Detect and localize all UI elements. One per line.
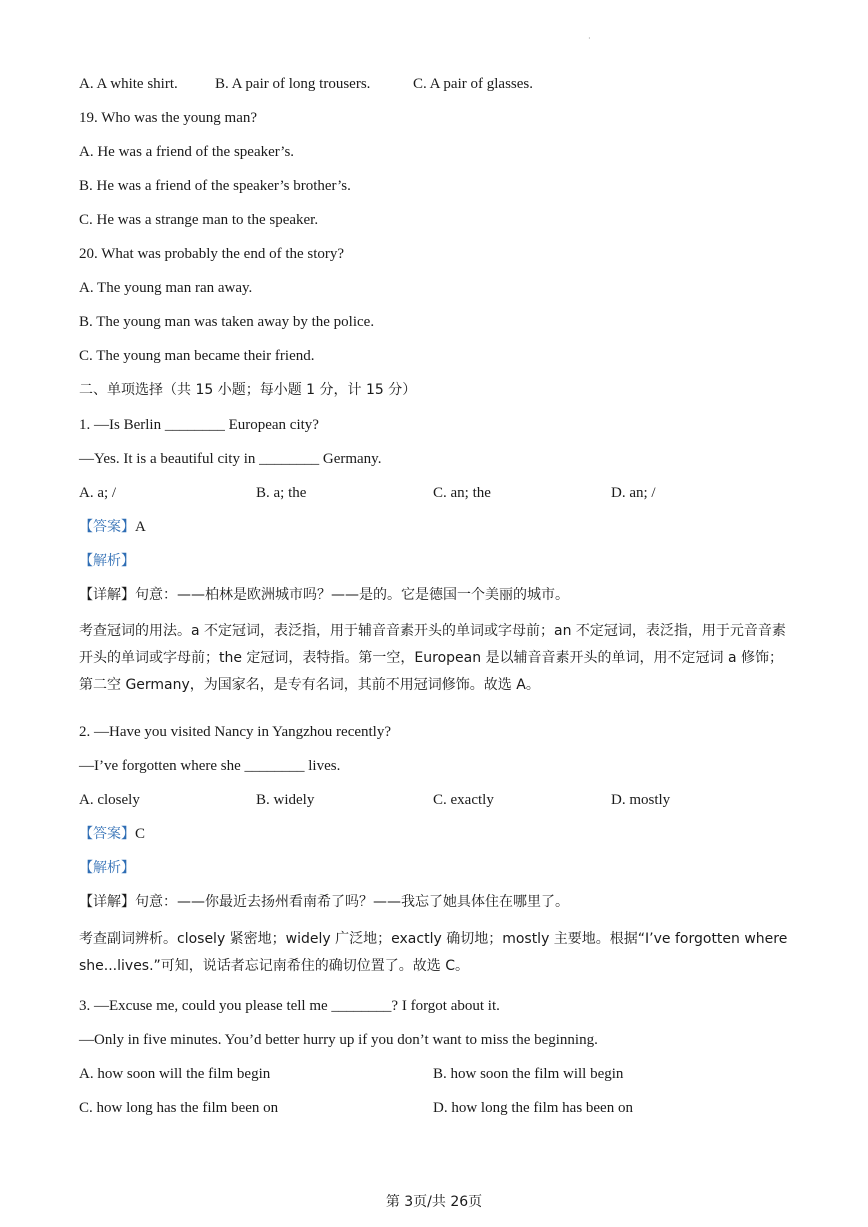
q20-question: 20. What was probably the end of the story? (79, 246, 345, 262)
q20-option-c: C. The young man became their friend. (79, 348, 315, 364)
q1-explanation: 考查冠词的用法。a 不定冠词，表泛指，用于辅音音素开头的单词或字母前；an 不定冠词，表泛指，用于元音音素开头的单词或字母前；the 定冠词，表特指。第一空，European 是以辅音音素开头的单词，用不定冠词 a 修饰；第二空 Germany，为国家名，是专有名词，其前不用冠词修饰。故选 A。 (79, 623, 786, 693)
q1-option-b: B. a; the (256, 485, 307, 501)
q20-option-b: B. The young man was taken away by the police. (79, 314, 375, 330)
q3-option-c: C. how long has the film been on (79, 1100, 279, 1116)
q18-option-a: A. A white shirt. (79, 76, 178, 92)
q1-line1: 1. —Is Berlin ________ European city? (79, 417, 319, 433)
q2-option-c: C. exactly (433, 792, 494, 808)
q3-option-d: D. how long the film has been on (433, 1100, 633, 1116)
q2-detail: 【详解】句意：——你最近去扬州看南希了吗？——我忘了她具体住在哪里了。 (79, 894, 569, 910)
q2-option-a: A. closely (79, 792, 140, 808)
q1-option-c: C. an; the (433, 485, 491, 501)
q19-option-b: B. He was a friend of the speaker’s brother’s. (79, 178, 351, 194)
section2-title: 二、单项选择（共 15 小题；每小题 1 分，计 15 分） (79, 382, 417, 398)
q20-option-a: A. The young man ran away. (79, 280, 253, 296)
q18-option-b: B. A pair of long trousers. (215, 76, 371, 92)
q1-detail: 【详解】句意：——柏林是欧洲城市吗？——是的。它是德国一个美丽的城市。 (79, 587, 569, 603)
q2-analysis-label: 【解析】 (79, 860, 135, 876)
q2-answer: 【答案】C (79, 826, 146, 842)
q18-option-c: C. A pair of glasses. (413, 76, 533, 92)
q3-option-b: B. how soon the film will begin (433, 1066, 624, 1082)
q1-option-d: D. an; / (611, 485, 656, 501)
page-footer: 第 3页/共 26页 (385, 1194, 483, 1210)
q1-analysis-label: 【解析】 (79, 553, 135, 569)
q2-option-b: B. widely (256, 792, 315, 808)
q3-line2: —Only in five minutes. You’d better hurry up if you don’t want to miss the beginning. (79, 1032, 598, 1048)
q3-line1: 3. —Excuse me, could you please tell me ________? I forgot about it. (79, 998, 500, 1014)
q19-option-a: A. He was a friend of the speaker’s. (79, 144, 295, 160)
q2-explanation: 考查副词辨析。closely 紧密地；widely 广泛地；exactly 确切地；mostly 主要地。根据“I’ve forgotten where she...lives.”可知，说话者忘记南希住的确切位置了。故选 C。 (79, 931, 788, 974)
q2-option-d: D. mostly (611, 792, 671, 808)
q19-option-c: C. He was a strange man to the speaker. (79, 212, 319, 228)
q2-line1: 2. —Have you visited Nancy in Yangzhou recently? (79, 724, 392, 740)
q3-option-a: A. how soon will the film begin (79, 1066, 271, 1082)
q1-answer: 【答案】A (79, 519, 146, 535)
q2-line2: —I’ve forgotten where she ________ lives. (79, 758, 341, 774)
scan-dot: · (588, 34, 591, 43)
q1-option-a: A. a; / (79, 485, 117, 501)
q19-question: 19. Who was the young man? (79, 110, 258, 126)
q1-line2: —Yes. It is a beautiful city in ________ Germany. (79, 451, 382, 467)
